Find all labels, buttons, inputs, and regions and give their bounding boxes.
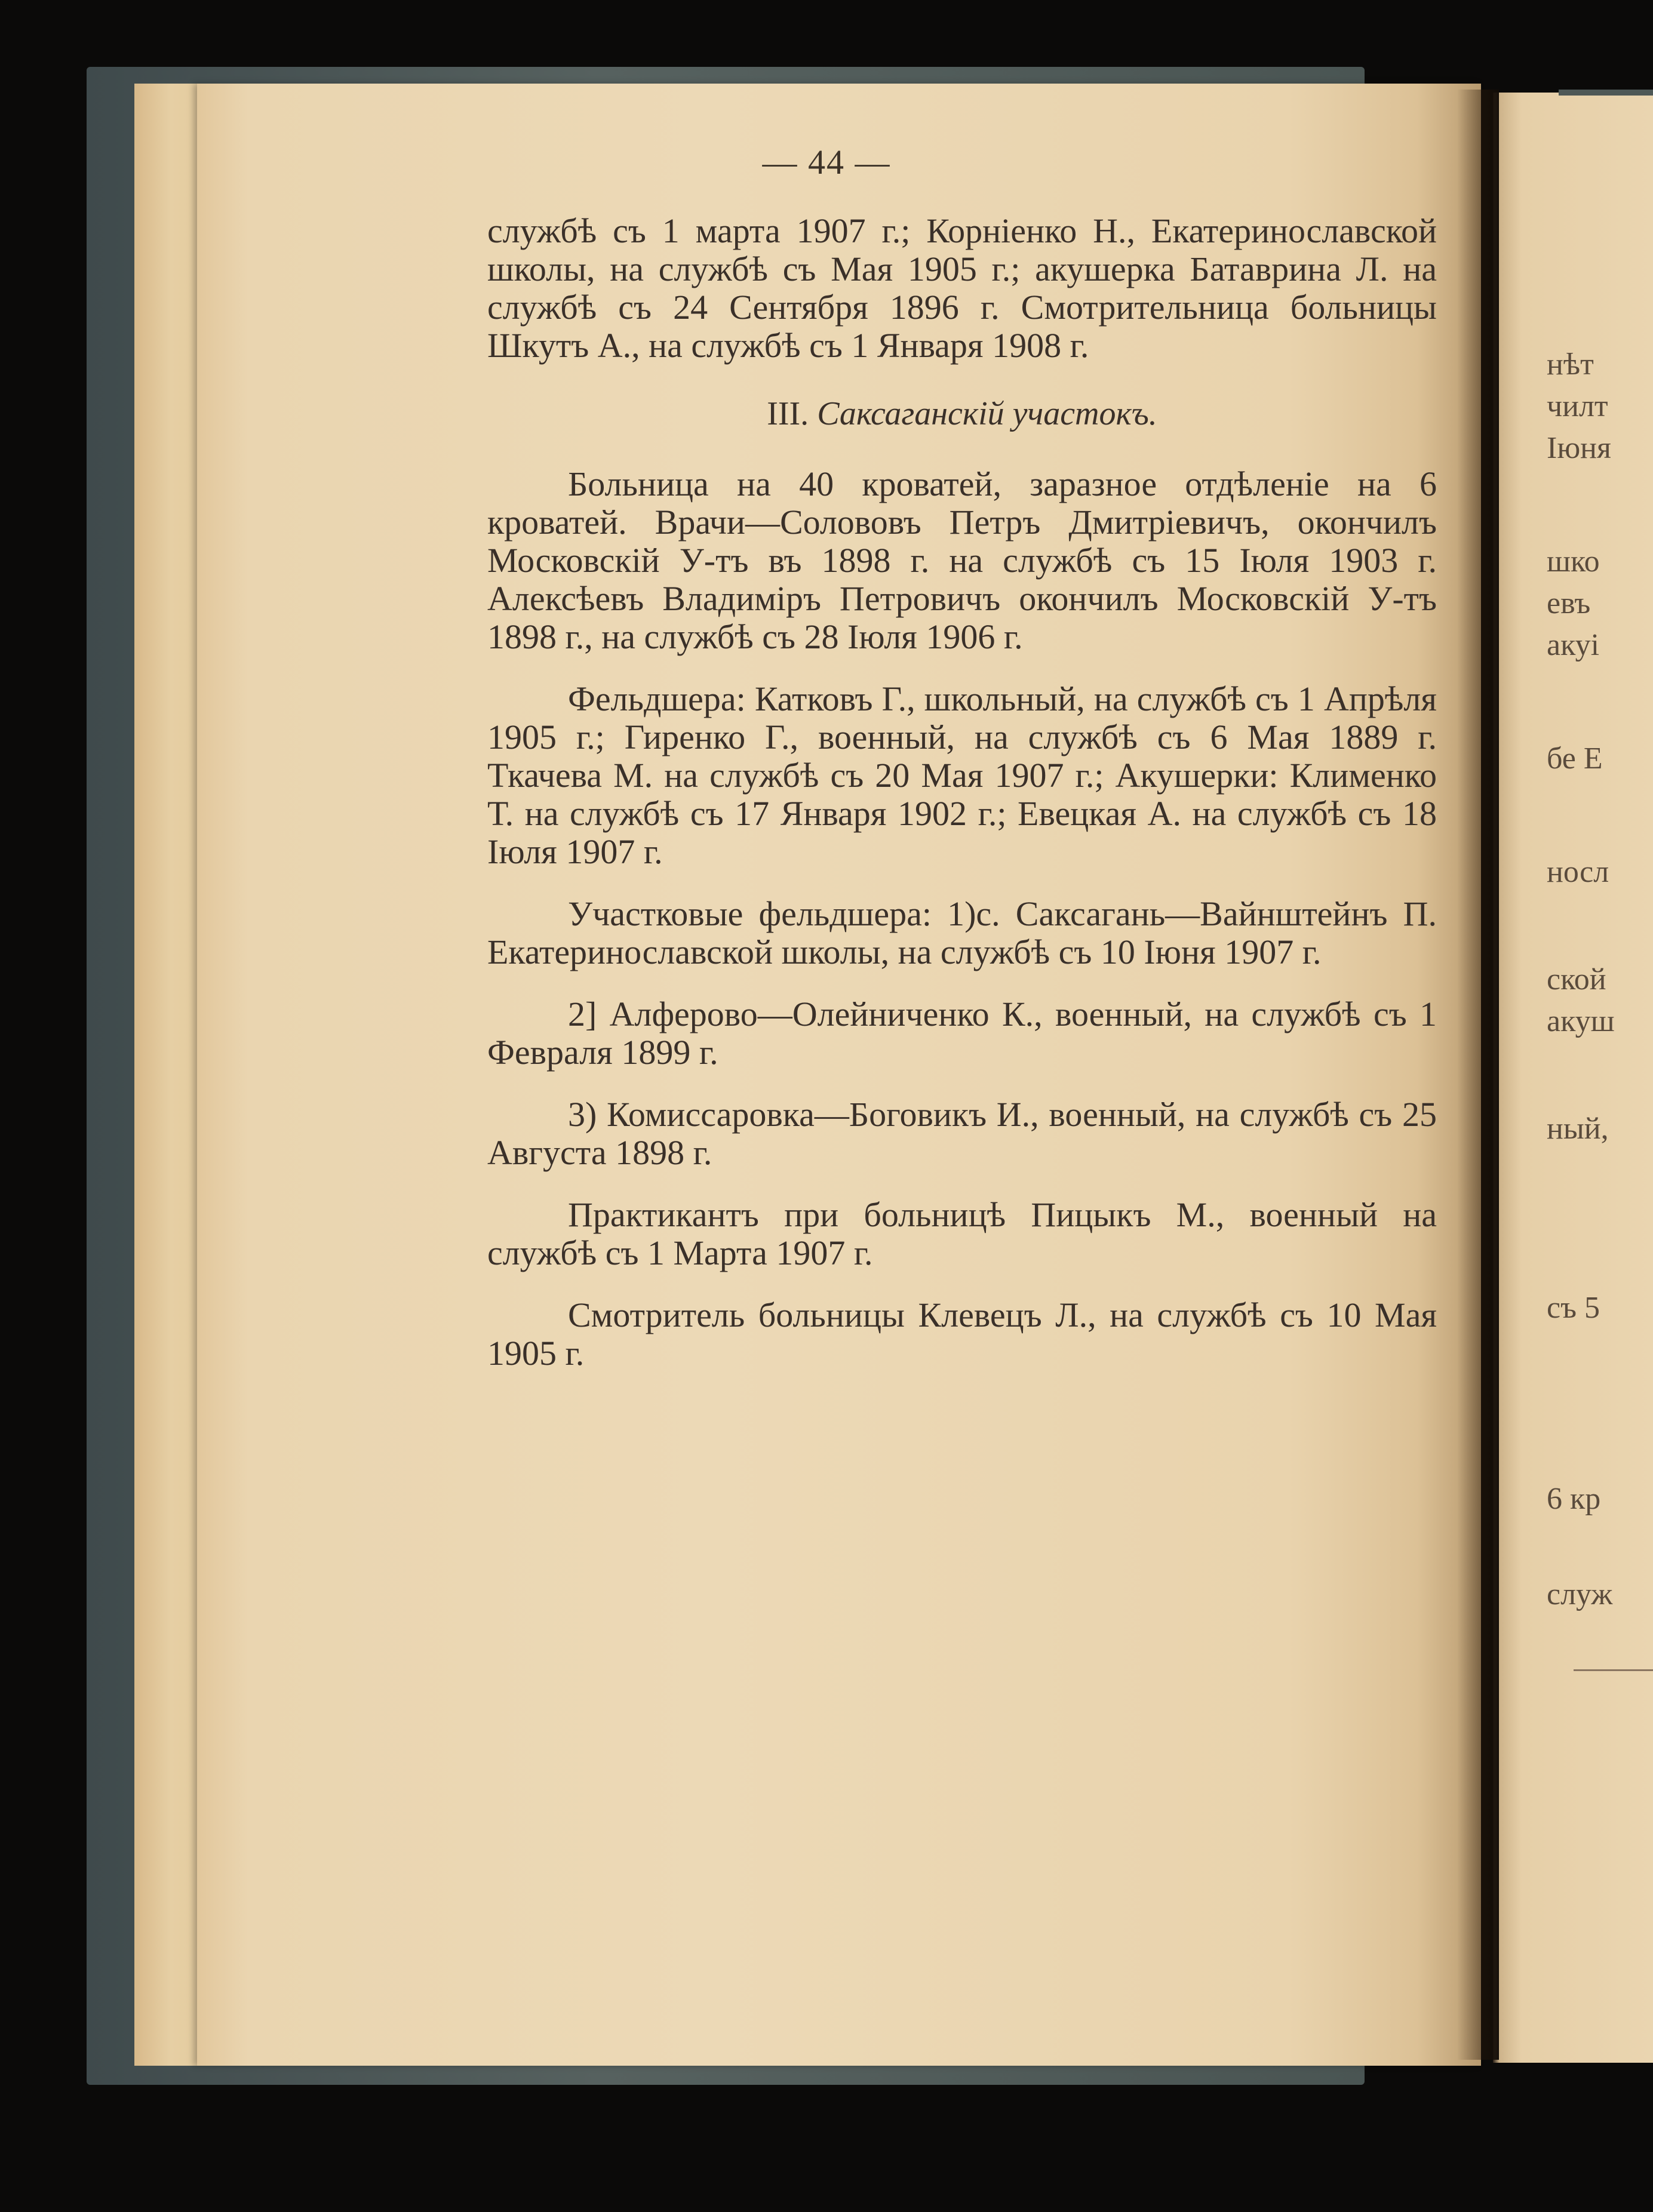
facing-fragment: акуі [1547, 628, 1600, 662]
paragraph-caretaker: Смотритель больницы Клевецъ Л., на службѣ съ 10 Мая 1905 г. [487, 1296, 1437, 1373]
facing-page-rule [1574, 1669, 1653, 1671]
paragraph-alferovo: 2] Алферово—Олейниченко К., военный, на службѣ съ 1 Февраля 1899 г. [487, 995, 1437, 1072]
paragraph-hospital: Больница на 40 кроватей, заразное отдѣленiе на 6 кроватей. Врачи—Солововъ Петръ Дмитрiевичъ, окончилъ Московскiй У-тъ въ 1898 г. на службѣ съ 15 Iюля 1903 г. Алексѣевъ Владимiръ Петровичъ окончилъ Московскiй У-тъ 1898 г., на службѣ съ 28 Iюля 1906 г. [487, 464, 1437, 656]
paragraph-continued: службѣ съ 1 марта 1907 г.; Корнiенко Н., Екатеринославской школы, на службѣ съ Мая 1905 г.; акушерка Батаврина Л. на службѣ съ 24 Сентября 1896 г. Смотрительница больницы Шкутъ А., на службѣ съ 1 Января 1908 г. [487, 211, 1437, 365]
facing-fragment: ный, [1547, 1112, 1609, 1146]
page-text [487, 212, 1437, 1373]
facing-fragment: шко [1547, 544, 1600, 579]
page-number: — 44 — [762, 143, 891, 181]
paragraph-feldshers: Фельдшера: Катковъ Г., школьный, на службѣ съ 1 Апрѣля 1905 г.; Гиренко Г., военный, на службѣ съ 6 Мая 1889 г. Ткачева М. на службѣ съ 20 Мая 1907 г.; Акушерки: Клименко Т. на службѣ съ 17 Января 1902 г.; Евецкая А. на службѣ съ 18 Iюля 1907 г. [487, 679, 1437, 871]
section-title: Саксаганскiй участокъ. [817, 395, 1157, 432]
facing-cover-edge [1559, 90, 1653, 96]
facing-fragment: ской [1547, 962, 1606, 996]
paragraph-komissarovka: 3) Комиссаровка—Боговикъ И., военный, на службѣ съ 25 Августа 1898 г. [487, 1095, 1437, 1172]
section-heading [487, 395, 1437, 433]
facing-fragment: служ [1547, 1577, 1613, 1611]
facing-fragment: съ 5 [1547, 1291, 1600, 1325]
facing-fragment: Iюня [1547, 431, 1611, 465]
facing-fragment: бе Е [1547, 742, 1603, 776]
page-gutter [1457, 90, 1499, 2060]
facing-fragment: чилт [1547, 389, 1608, 423]
facing-fragment: акуш [1547, 1004, 1615, 1038]
paragraph-district-feldshers: Участковые фельдшера: 1)с. Саксагань—Вайнштейнъ П. Екатеринославской школы, на службѣ съ 10 Iюня 1907 г. [487, 894, 1437, 971]
section-number: III. [767, 395, 809, 432]
paragraph-practitioner: Практикантъ при больницѣ Пицыкъ М., военный на службѣ съ 1 Марта 1907 г. [487, 1195, 1437, 1272]
facing-fragment: носл [1547, 855, 1609, 889]
facing-fragment: 6 кр [1547, 1482, 1601, 1516]
facing-fragment: евъ [1547, 586, 1591, 620]
facing-fragment: нѣт [1547, 347, 1594, 382]
